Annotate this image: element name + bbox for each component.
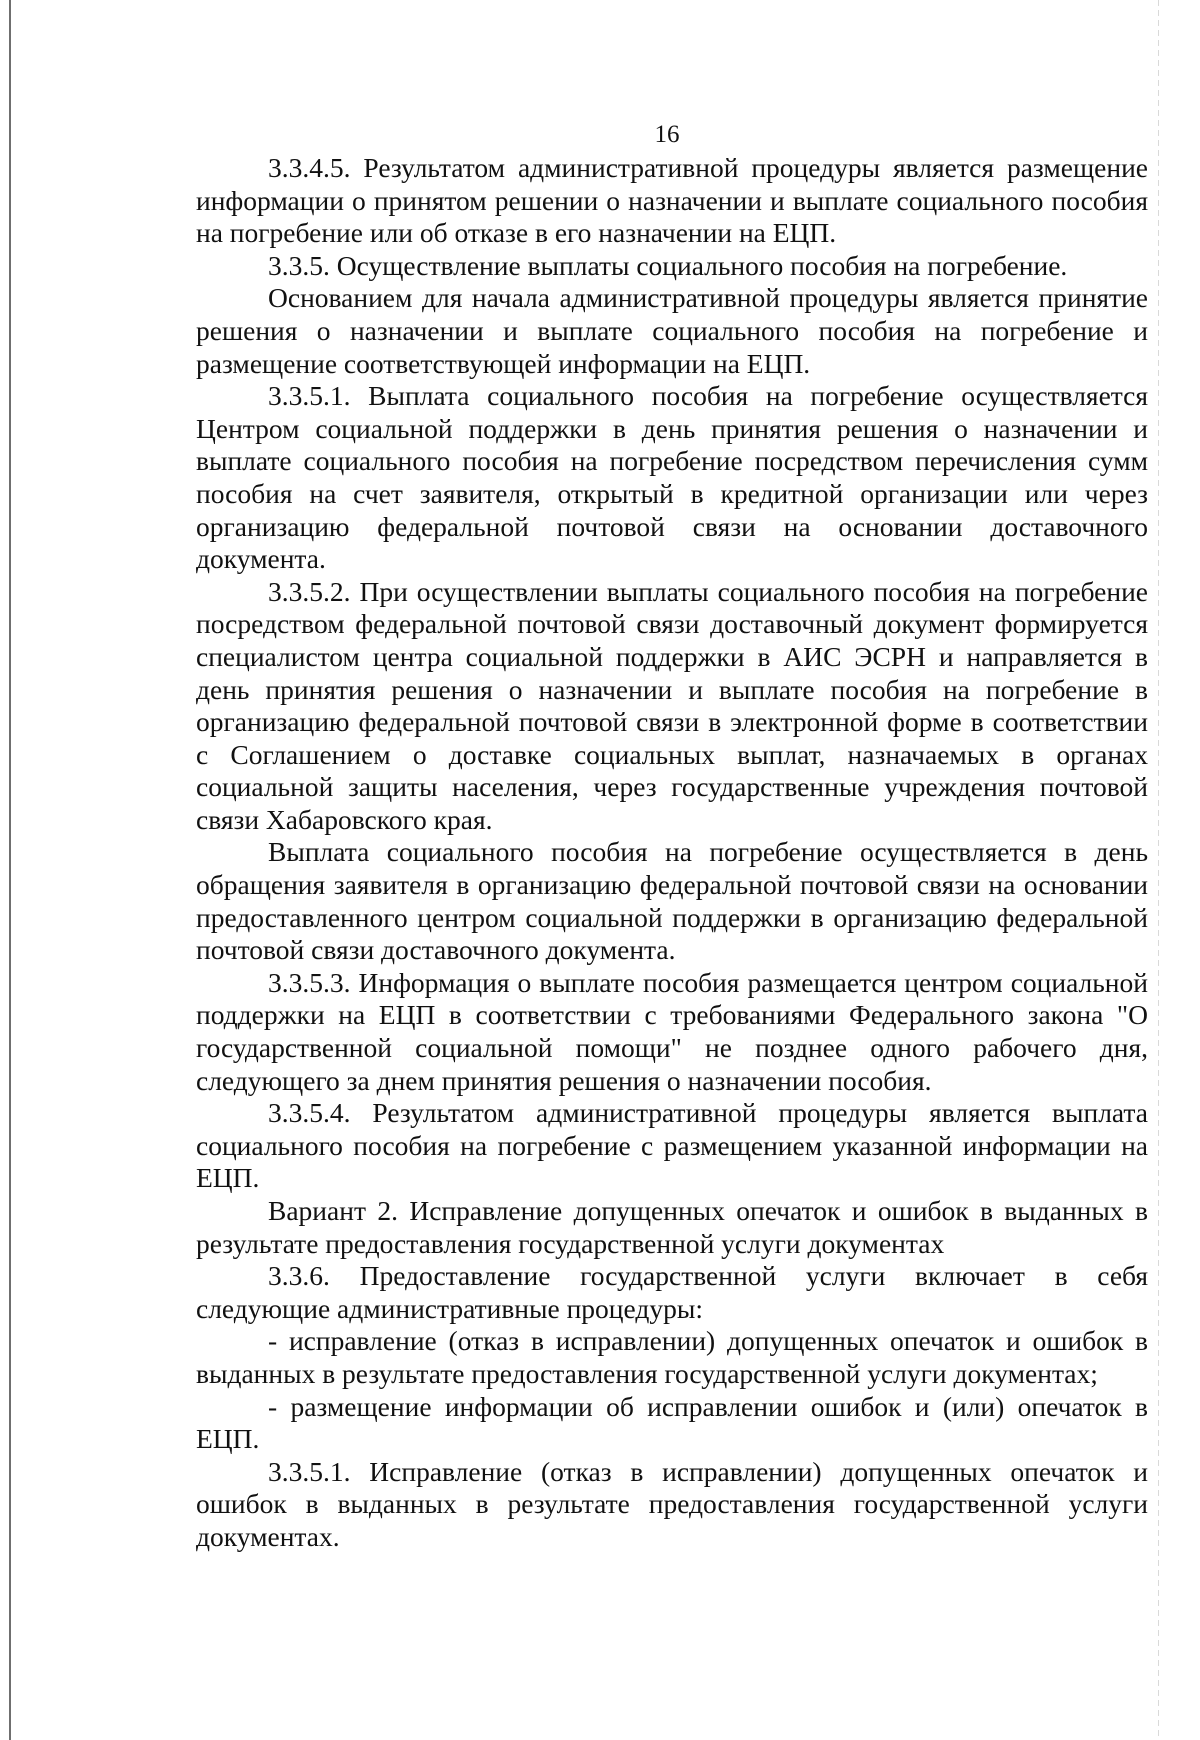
paragraph-3-3-4-5: 3.3.4.5. Результатом административной процедуры является размещение информации о принятом решении о назначении и выплате социального пособия на погребение или об отказе в его назначении на ЕЦП. [196, 152, 1148, 249]
scan-left-edge [9, 0, 11, 1740]
paragraph-3-3-6: 3.3.6. Предоставление государственной услуги включает в себя следующие административные процедуры: [196, 1260, 1148, 1324]
paragraph-basis: Основанием для начала административной процедуры является принятие решения о назначении и выплате социального пособия на погребение и размещение соответствующей информации на ЕЦП. [196, 282, 1148, 379]
paragraph-3-3-5-2: 3.3.5.2. При осуществлении выплаты социального пособия на погребение посредством федеральной почтовой связи доставочный документ формируется специалистом центра социальной поддержки в АИС ЭСРН и направляется в день принятия решения о назначении и выплате пособия на погребение в организацию федеральной почтовой связи в электронной форме в соответствии с Соглашением о доставке социальных выплат, назначаемых в органах социальной защиты населения, через государственные учреждения почтовой связи Хабаровского края. [196, 575, 1148, 835]
list-item-correction: - исправление (отказ в исправлении) допущенных опечаток и ошибок в выданных в результате предоставления государственной услуги документах; [196, 1325, 1148, 1389]
list-item-publication: - размещение информации об исправлении ошибок и (или) опечаток в ЕЦП. [196, 1390, 1148, 1455]
paragraph-3-3-5: 3.3.5. Осуществление выплаты социального пособия на погребение. [268, 249, 1068, 281]
page-number: 16 [654, 121, 680, 148]
paragraph-variant-2: Вариант 2. Исправление допущенных опечаток и ошибок в выданных в результате предоставления государственной услуги документах [196, 1195, 1148, 1259]
paragraph-3-3-5-1: 3.3.5.1. Выплата социального пособия на погребение осуществляется Центром социальной поддержки в день принятия решения о назначении и выплате социального пособия на погребение посредством перечисления сумм пособия на счет заявителя, открытый в кредитной организации или через организацию федеральной почтовой связи на основании доставочного документа. [196, 380, 1148, 575]
scan-right-edge [1158, 0, 1159, 1740]
paragraph-3-3-5-3: 3.3.5.3. Информация о выплате пособия размещается центром социальной поддержки на ЕЦП в соответствии с требованиями Федерального закона "О государственной социальной помощи" не позднее одного рабочего дня, следующего за днем принятия решения о назначении пособия. [196, 966, 1148, 1096]
paragraph-3-3-5-1-correction: 3.3.5.1. Исправление (отказ в исправлении) допущенных опечаток и ошибок в выданных в результате предоставления государственной услуги документах. [196, 1455, 1148, 1552]
paragraph-3-3-5-4: 3.3.5.4. Результатом административной процедуры является выплата социального пособия на погребение с размещением указанной информации на ЕЦП. [196, 1097, 1148, 1194]
document-body [196, 152, 1148, 1554]
paragraph-payment-day: Выплата социального пособия на погребение осуществляется в день обращения заявителя в организацию федеральной почтовой связи на основании предоставленного центром социальной поддержки в организацию федеральной почтовой связи доставочного документа. [196, 836, 1148, 966]
